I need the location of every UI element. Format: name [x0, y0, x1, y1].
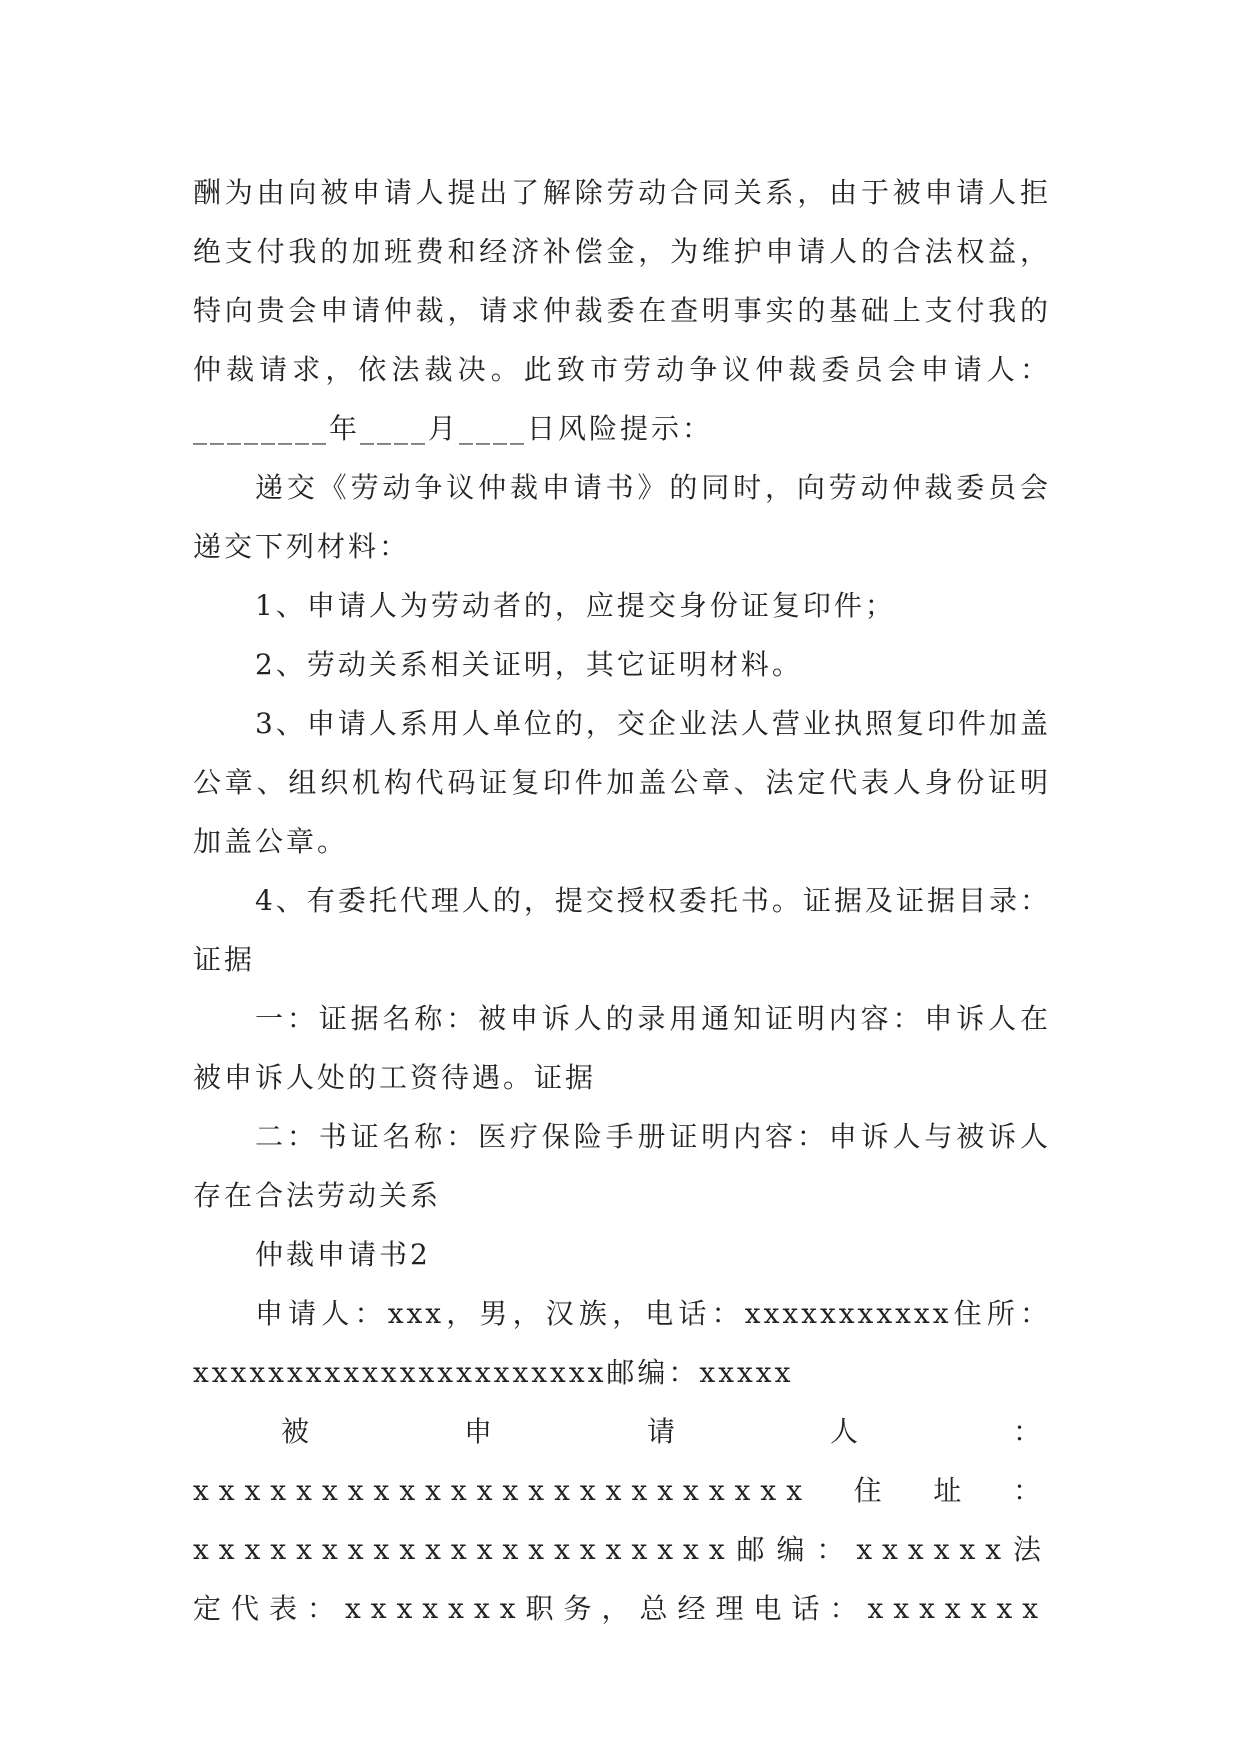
paragraph-material-2: 2、劳动关系相关证明，其它证明材料。 — [255, 648, 803, 681]
paragraph-evidence-1: 一：证据名称：被申诉人的录用通知证明内容：申诉人在被申诉人处的工资待遇。证据 — [193, 1002, 1051, 1094]
paragraph-respondent-info: 被申请人：xxxxxxxxxxxxxxxxxxxxxxxx住址：xxxxxxxxxxxxxxxxxxxxx邮编：xxxxxx法定代表：xxxxxxx职务，总经理电话：xxxxxxx — [193, 1415, 1051, 1625]
paragraph-applicant-info: 申请人：xxx，男，汉族，电话：xxxxxxxxxxx住所：xxxxxxxxxxxxxxxxxxxxxx邮编：xxxxx — [193, 1297, 1051, 1389]
paragraph-material-1: 1、申请人为劳动者的，应提交身份证复印件； — [255, 589, 896, 622]
section-title-application-2: 仲裁申请书2 — [255, 1238, 431, 1271]
paragraph-material-4: 4、有委托代理人的，提交授权委托书。证据及证据目录：证据 — [193, 884, 1051, 976]
paragraph-evidence-2: 二：书证名称：医疗保险手册证明内容：申诉人与被诉人存在合法劳动关系 — [193, 1120, 1051, 1212]
paragraph-material-3: 3、申请人系用人单位的，交企业法人营业执照复印件加盖公章、组织机构代码证复印件加盖公章、法定代表人身份证明加盖公章。 — [193, 707, 1051, 858]
paragraph-materials-intro: 递交《劳动争议仲裁申请书》的同时，向劳动仲裁委员会递交下列材料： — [193, 471, 1051, 563]
paragraph-request-continuation: 酬为由向被申请人提出了解除劳动合同关系，由于被申请人拒绝支付我的加班费和经济补偿金，为维护申请人的合法权益，特向贵会申请仲裁，请求仲裁委在查明事实的基础上支付我的仲裁请求，依法裁决。此致市劳动争议仲裁委员会申请人：________年____月____日风险提示： — [193, 176, 1051, 445]
document-body — [193, 163, 1051, 1638]
